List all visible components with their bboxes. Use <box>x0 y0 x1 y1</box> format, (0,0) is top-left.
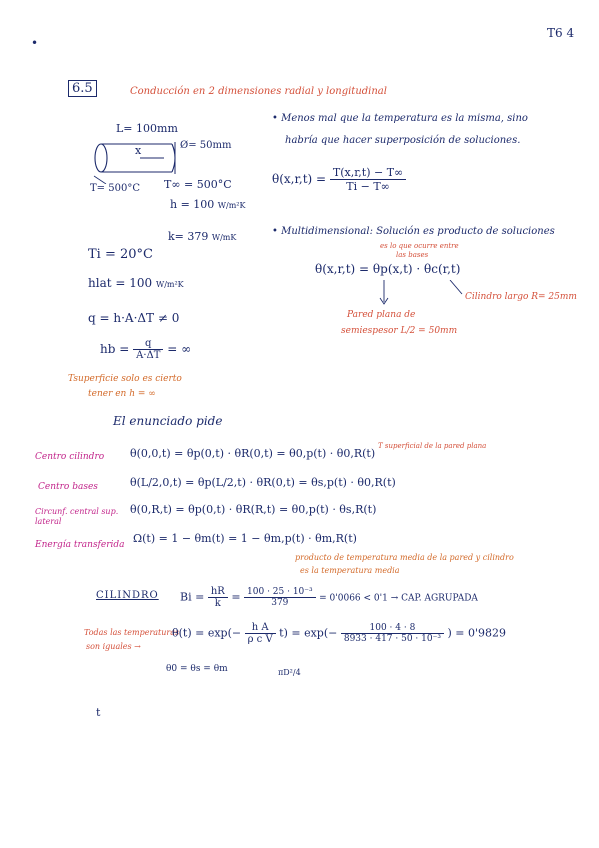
request-label-1: Centro bases <box>38 482 98 492</box>
theta-num: T(x,r,t) − T∞ <box>330 166 406 180</box>
k-units: W/mK <box>211 233 237 242</box>
cylinder-label: Cilindro largo R= 25mm <box>465 292 577 302</box>
request-label-2: Circunf. central sup. lateral <box>35 507 119 526</box>
theta-result: ) = 0'9829 <box>447 626 506 640</box>
bullet2: • Multidimensional: Solución es producto de soluciones <box>272 226 555 237</box>
page-number: T6 4 <box>547 26 575 40</box>
k-value <box>168 230 236 243</box>
requests-heading: El enunciado pide <box>113 414 223 428</box>
theta-cyl-den2: 8933 · 417 · 50 · 10⁻³ <box>343 634 441 644</box>
product-arrows <box>370 280 470 310</box>
request-label-0: Centro cilindro <box>35 452 105 462</box>
bullet2-annotation-2: las bases <box>396 251 429 259</box>
theta-fraction <box>330 166 406 193</box>
left-note-line1: Tsuperficie solo es cierto <box>68 374 182 384</box>
biot-equation: Bi = $\frac{hR}{k}$ = $\frac{\text{100 · 25 · 10⁻³}}{379}$ = 0'0066 < 0'1 → CAP. AGRUPADA <box>180 586 478 609</box>
bi-fraction <box>208 586 228 609</box>
bi-num: hR <box>208 586 228 598</box>
h-lat-label: hlat = 100 <box>88 276 153 290</box>
request-equation-2: θ(0,R,t) = θp(0,t) · θR(R,t) = θ0,p(t) · θs,R(t) <box>130 503 377 516</box>
bi-den2: 379 <box>271 598 289 608</box>
h-def-den: A·ΔT <box>136 350 161 361</box>
theta-eq-lhs: θ(t) = exp(− <box>172 626 242 640</box>
theta-cyl-fraction <box>245 622 276 645</box>
annotation-product-1: producto de temperatura media de la pared y cilindro <box>295 553 514 562</box>
page-dot: • <box>31 36 39 50</box>
annotation-product-2: es la temperatura media <box>300 566 400 575</box>
wall-label-2: semiespesor L/2 = 50mm <box>341 326 458 336</box>
theta-cylinder-equation <box>172 622 506 645</box>
bi-fraction-2 <box>244 587 316 608</box>
diameter-label: Ø= 50mm <box>180 140 232 151</box>
theta-cyl-den: ρ c V <box>247 634 273 645</box>
bi-result: = 0'0066 < 0'1 → CAP. AGRUPADA <box>319 593 478 604</box>
theta-cyl-num: h A <box>245 622 276 634</box>
left-note-line2: tener en h = ∞ <box>88 389 156 399</box>
h-def-result: = ∞ <box>167 342 192 356</box>
q-relation: q = h·A·ΔT ≠ 0 <box>88 311 180 325</box>
k-label: k= 379 <box>168 230 209 243</box>
wall-label-1: Pared plana de <box>347 310 416 320</box>
t-initial: Ti = 20°C <box>88 247 153 262</box>
length-label: L= 100mm <box>116 122 178 135</box>
request-equation-1: θ(L/2,0,t) = θp(L/2,t) · θR(0,t) = θs,p(t) · θ0,R(t) <box>130 476 396 489</box>
annotation-tsup: T superficial de la pared plana <box>378 442 487 450</box>
theta-cyl-num2: 100 · 4 · 8 <box>341 623 444 634</box>
problem-title: Conducción en 2 dimensiones radial y longitudinal <box>130 86 387 97</box>
bi-num2: 100 · 25 · 10⁻³ <box>244 587 316 598</box>
theta-den: Ti − T∞ <box>346 180 390 193</box>
h-units: W/m²K <box>217 201 246 210</box>
h-definition <box>100 338 191 361</box>
theta-definition <box>272 166 406 193</box>
theta-chain: θ0 = θs = θm <box>166 664 228 674</box>
cyl-note-2: son iguales → <box>86 642 141 651</box>
footer-mark: t <box>96 706 101 719</box>
h-def-num: q <box>133 338 163 350</box>
bi-lhs: Bi = <box>180 590 205 604</box>
hand-fraction: πD²/4 <box>278 668 301 677</box>
bi-den: k <box>214 598 221 609</box>
h-lat-units: W/m²K <box>155 280 184 289</box>
bullet1-line1: • Menos mal que la temperatura es la misma, sino <box>272 113 528 124</box>
cylinder-heading: CILINDRO <box>96 590 159 601</box>
h-label: h = 100 <box>170 198 215 211</box>
problem-number: 6.5 <box>68 80 97 97</box>
h-value <box>170 198 245 211</box>
t-inf: T∞ = 500°C <box>164 178 232 191</box>
bullet2-annotation-1: es lo que ocurre entre <box>380 242 459 250</box>
theta-lhs: θ(x,r,t) = <box>272 172 327 186</box>
theta-eq-mid: t) = exp(− <box>279 626 338 640</box>
x-label: x <box>135 144 142 157</box>
h-lat-value <box>88 276 184 290</box>
h-def-fraction <box>133 338 163 361</box>
cyl-note-1: Todas las temperaturas <box>84 628 180 637</box>
request-equation-0: θ(0,0,t) = θp(0,t) · θR(0,t) = θ0,p(t) · θ0,R(t) <box>130 447 376 460</box>
surface-temp: T= 500°C <box>90 183 140 194</box>
product-equation: θ(x,r,t) = θp(x,t) · θc(r,t) <box>315 262 461 276</box>
bullet1-line2: habría que hacer superposición de soluciones. <box>285 135 521 146</box>
theta-cyl-fraction-2 <box>341 623 444 644</box>
request-label-3: Energía transferida <box>35 540 125 550</box>
request-equation-3: Ω(t) = 1 − θm(t) = 1 − θm,p(t) · θm,R(t) <box>133 532 357 545</box>
h-def-label: hb = <box>100 342 130 356</box>
